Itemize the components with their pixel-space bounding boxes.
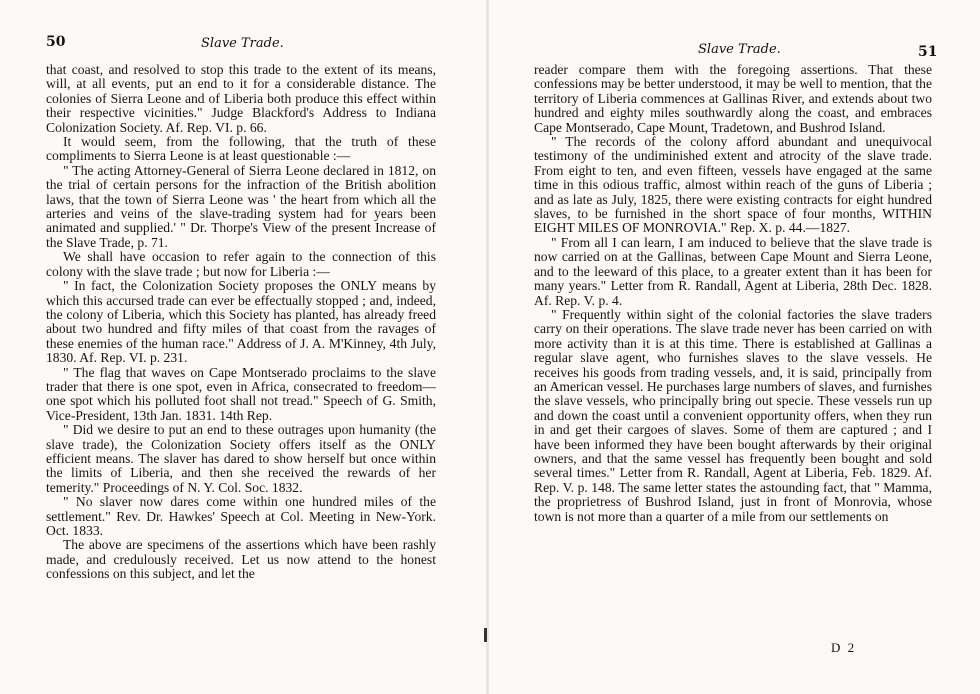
paragraph: It would seem, from the following, that the truth of these compliments to Sierra Leone is at least questionable :—	[46, 134, 436, 164]
running-head-left: Slave Trade.	[201, 36, 284, 51]
running-head-right: Slave Trade.	[698, 42, 781, 57]
page-number-right: 51	[918, 44, 938, 60]
left-header	[0, 34, 488, 56]
paragraph: " Did we desire to put an end to these outrages upon humanity (the slave trade), the Colonization Society offers itself as the ONLY efficient means. The slaver has dared to show herself but once within the limits of Liberia, and then she received the rewards of her temerity." Proceedings of N. Y. Col. Soc. 1832.	[46, 422, 436, 495]
paragraph: " In fact, the Colonization Society proposes the ONLY means by which this accursed trade can ever be effectually stopped ; and, indeed, the colony of Liberia, which this Society has planted, has already freed about two hundred and fifty miles of that coast from the ravages of these enemies of the human race." Address of J. A. M'Kinney, 4th July, 1830. Af. Rep. VI. p. 231.	[46, 278, 436, 366]
left-page-text	[46, 63, 436, 582]
signature-mark: D 2	[831, 640, 857, 655]
right-header	[488, 34, 980, 60]
left-page	[0, 0, 488, 694]
paragraph: that coast, and resolved to stop this trade to the extent of its means, will, at all events, put an end to it for a considerable distance. The colonies of Sierra Leone and of Liberia both produce this effect within their respective vicinities." Judge Blackford's Address to Indiana Colonization Society. Af. Rep. VI. p. 66.	[46, 62, 436, 135]
right-page	[488, 0, 980, 694]
paragraph: " Frequently within sight of the colonial factories the slave traders carry on their operations. The slave trade never has been carried on with more activity than it is at this time. There is established at Gallinas a regular slave agent, who furnishes slaves to the slave vessels. He receives his goods from trading vessels, and, it is said, principally from an American vessel. He purchases large numbers of slaves, and furnishes the slave vessels, who principally bring out specie. These vessels run up and down the coast until a convenient opportunity offers, when they run in and get their cargoes of slaves. Some of them are captured ; and I have been informed they have been bought afterwards by their original owners, and that the same vessel has frequently been bought and sold several times." Letter from R. Randall, Agent at Liberia, Feb. 1829. Af. Rep. V. p. 148. The same letter states the astounding fact, that " Mamma, the proprietress of Bushrod Island, just in front of Monrovia, whose town is not more than a quarter of a mile from our settlements on	[534, 306, 932, 524]
right-page-text	[534, 63, 932, 524]
paragraph: " The records of the colony afford abundant and unequivocal testimony of the undiminished extent and atrocity of the slave trade. From eight to ten, and even fifteen, vessels have engaged at the same time in this odious traffic, almost within reach of the guns of Liberia ; and as late as July, 1825, there were existing contracts for eight hundred slaves, to be furnished in the short space of four months, WITHIN EIGHT MILES OF MONROVIA." Rep. X. p. 44.—1827.	[534, 134, 932, 236]
paragraph: " The acting Attorney-General of Sierra Leone declared in 1812, on the trial of certain persons for the infraction of the British abolition laws, that the town of Sierra Leone was ' the heart from which all the arteries and veins of the slave-trading system had for years been animated and supplied.' " Dr. Thorpe's View of the present Increase of the Slave Trade, p. 71.	[46, 162, 436, 250]
paragraph: " From all I can learn, I am induced to believe that the slave trade is now carried on at the Gallinas, between Cape Mount and Sierra Leone, and to the leeward of this place, to a greater extent than it has been for many years." Letter from R. Randall, Agent at Liberia, 28th Dec. 1828. Af. Rep. V. p. 4.	[534, 234, 932, 308]
paragraph: reader compare them with the foregoing assertions. That these confessions may be better understood, it may be well to mention, that the territory of Liberia commences at Gallinas River, and extends about two hundred and eighty miles southwardly along the coast, and embraces Cape Montserado, Cape Mount, Tradetown, and Bushrod Island.	[534, 62, 932, 135]
page-number-left: 50	[46, 34, 66, 50]
paragraph: The above are specimens of the assertions which have been rashly made, and credulously received. Let us now attend to the honest confessions on this subject, and let the	[46, 537, 436, 582]
paragraph: " No slaver now dares come within one hundred miles of the settlement." Rev. Dr. Hawkes' Speech at Col. Meeting in New-York. Oct. 1833.	[46, 494, 436, 538]
paragraph: " The flag that waves on Cape Montserado proclaims to the slave trader that there is one spot, even in Africa, consecrated to freedom—one spot which his polluted foot shall not tread." Speech of G. Smith, Vice-President, 13th Jan. 1831. 14th Rep.	[46, 364, 436, 423]
paragraph: We shall have occasion to refer again to the connection of this colony with the slave trade ; but now for Liberia :—	[46, 249, 436, 279]
gutter-mark	[484, 628, 487, 642]
